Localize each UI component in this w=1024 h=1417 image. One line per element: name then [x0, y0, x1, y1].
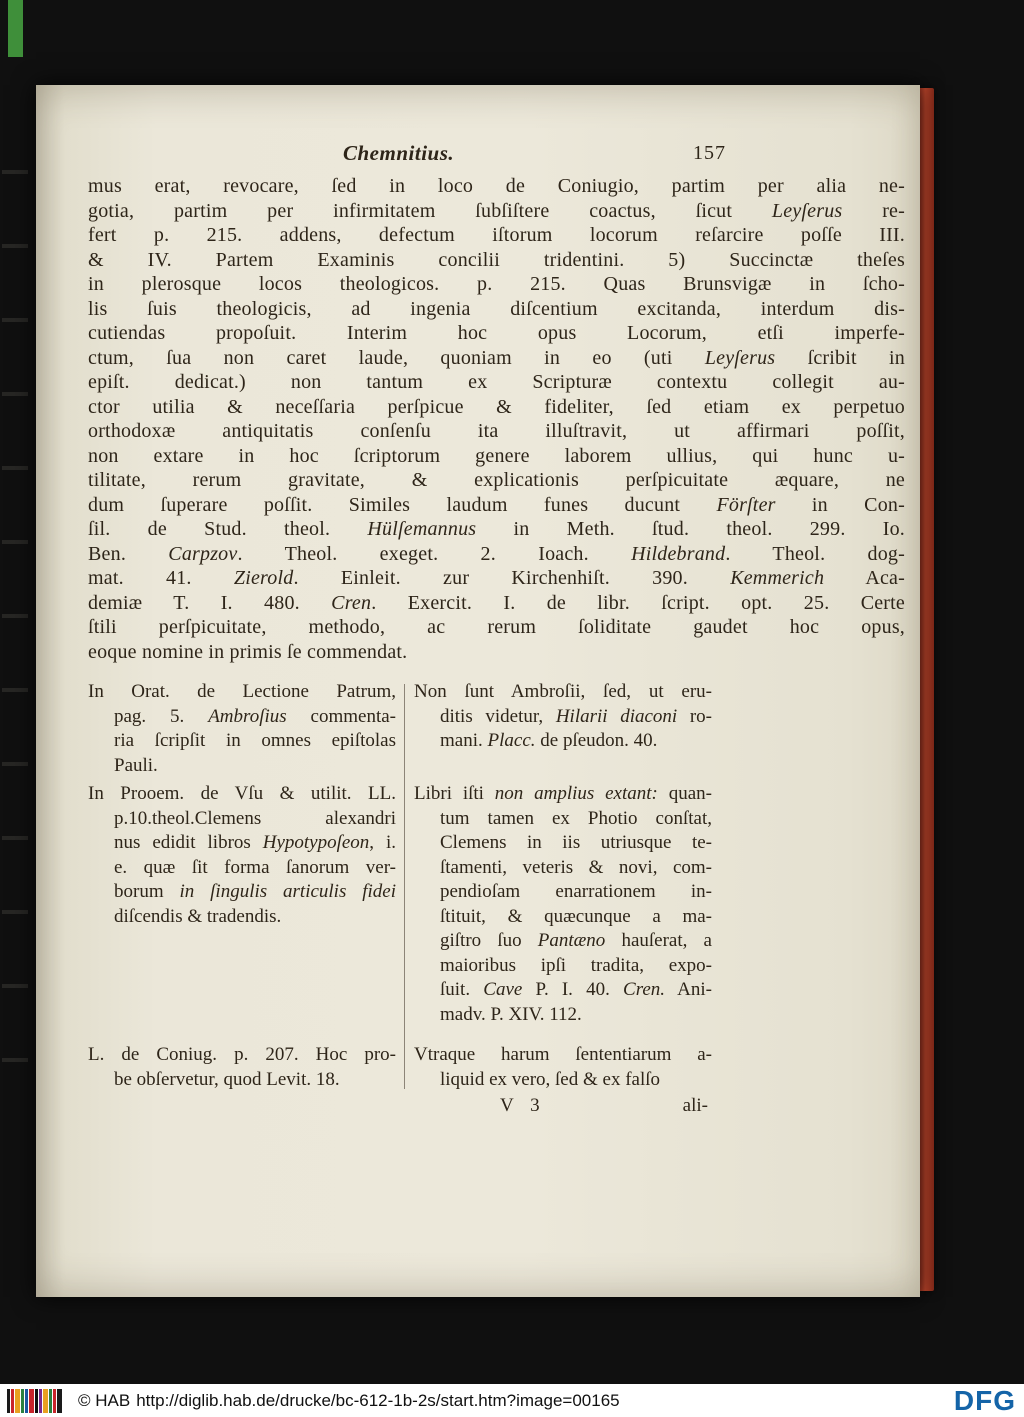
- color-calibration-strip: [8, 0, 23, 57]
- scan-edge-artifact: [2, 170, 28, 1120]
- text-line: pag. 5. Ambroſius commenta-: [114, 705, 396, 727]
- barcode-icon: [7, 1389, 62, 1413]
- barcode-bar: [35, 1389, 38, 1413]
- running-title: Chemnitius.: [343, 141, 455, 165]
- barcode-bar: [49, 1389, 52, 1413]
- dfg-logo: DFG: [953, 1384, 1016, 1416]
- text-line: mus erat, revocare, ſed in loco de Coniugio, partim per alia ne-: [88, 175, 905, 197]
- barcode-bar: [15, 1389, 20, 1413]
- text-line: Libri iſti non amplius extant: quan-: [414, 783, 712, 804]
- text-line: ſtili perſpicuitate, methodo, ac rerum ſoliditate gaudet hoc opus,: [88, 616, 905, 638]
- text-line: Clemens in iis utriusque te-: [440, 832, 712, 853]
- text-line: be obſervetur, quod Levit. 18.: [114, 1068, 340, 1090]
- source-url: http://diglib.hab.de/drucke/bc-612-1b-2s/start.htm?image=00165: [136, 1390, 620, 1410]
- text-line: dum ſuperare poſſit. Similes laudum funes ducunt Förſter in Con-: [88, 493, 905, 516]
- catchword: ali-: [682, 1095, 708, 1116]
- credit-line: [78, 1391, 620, 1411]
- text-line: L. de Coniug. p. 207. Hoc pro-: [88, 1044, 396, 1065]
- text-line: mani. Placc. de pſeudon. 40.: [440, 730, 658, 751]
- book-fore-edge: [918, 88, 934, 1291]
- barcode-bar: [29, 1389, 34, 1413]
- annotation-cell-left: [88, 1043, 396, 1092]
- text-line: fert p. 215. addens, defectum iſtorum locorum reſarcire poſſe III.: [88, 224, 905, 246]
- main-text-block: [88, 174, 905, 664]
- text-line: diſcendis & tradendis.: [114, 905, 282, 927]
- barcode-bar: [7, 1389, 10, 1413]
- annotation-cell-left: [88, 782, 396, 1027]
- annotation-cell-right: [414, 1043, 712, 1092]
- text-line: Non ſunt Ambroſii, ſed, ut eru-: [414, 681, 712, 702]
- text-line: gotia, partim per infirmitatem ſubſiſtere coactus, ſicut Leyſerus re-: [88, 199, 905, 222]
- text-line: tum tamen ex Photio conſtat,: [440, 807, 712, 829]
- annotation-row: [88, 680, 712, 778]
- text-line: ctor utilia & neceſſaria perſpicue & fideliter, ſed etiam ex perpetuo: [88, 395, 905, 418]
- text-line: Vtraque harum ſententiarum a-: [414, 1044, 712, 1065]
- barcode-bar: [11, 1389, 14, 1413]
- annotation-cell-right: [414, 782, 712, 1027]
- barcode-bar: [21, 1389, 24, 1413]
- text-line: In Orat. de Lectione Patrum,: [88, 681, 396, 702]
- annotation-section: [88, 680, 712, 1119]
- barcode-bar: [39, 1389, 42, 1413]
- annotation-cell-right: [414, 680, 712, 778]
- text-line: giſtro ſuo Pantæno hauſerat, a: [440, 930, 712, 951]
- text-line: ſtituit, & quæcunque a ma-: [440, 905, 712, 927]
- running-header: [88, 141, 905, 167]
- page-number: 157: [693, 142, 726, 164]
- text-line: demiæ T. I. 480. Cren. Exercit. I. de libr. ſcript. opt. 25. Certe: [88, 591, 906, 614]
- barcode-bar: [57, 1389, 62, 1413]
- text-line: cutiendas propoſuit. Interim hoc opus Locorum, etſi imperfe-: [88, 322, 905, 344]
- text-line: Ben. Carpzov. Theol. exeget. 2. Ioach. Hildebrand. Theol. dog-: [88, 542, 905, 565]
- copyright-label: © HAB: [78, 1390, 131, 1410]
- text-line: in plerosque locos theologicos. p. 215. Quas Brunsvigæ in ſcho-: [88, 273, 905, 295]
- text-line: e. quæ ſit forma ſanorum ver-: [114, 856, 396, 878]
- annotation-cell-left: [88, 680, 396, 778]
- text-line: maioribus ipſi tradita, expo-: [440, 954, 712, 976]
- text-line: epiſt. dedicat.) non tantum ex Scripturæ contextu collegit au-: [88, 371, 905, 393]
- text-line: ſuit. Cave P. I. 40. Cren. Ani-: [440, 979, 713, 1000]
- viewer-footer: [0, 1384, 1024, 1417]
- text-line: ctum, ſua non caret laude, quoniam in eo (uti Leyſerus ſcribit in: [88, 346, 905, 369]
- text-line: mat. 41. Zierold. Einleit. zur Kirchenhiſt. 390. Kemmerich Aca-: [88, 567, 905, 589]
- text-line: p.10.theol.Clemens alexandri: [114, 807, 396, 829]
- text-line: Pauli.: [114, 754, 158, 776]
- column-divider-rule: [404, 684, 405, 1089]
- text-line: tilitate, rerum gravitate, & explicationis perſpicuitate æquare, ne: [88, 469, 905, 491]
- text-line: & IV. Partem Examinis concilii tridentini. 5) Succinctæ theſes: [88, 248, 905, 271]
- text-line: In Prooem. de Vſu & utilit. LL.: [88, 783, 396, 804]
- text-line: madv. P. XIV. 112.: [440, 1003, 582, 1025]
- text-line: ſtamenti, veteris & novi, com-: [440, 856, 712, 878]
- text-line: eoque nomine in primis ſe commendat.: [88, 640, 408, 663]
- barcode-bar: [43, 1389, 48, 1413]
- text-line: borum in ſingulis articulis fidei: [114, 881, 396, 902]
- text-line: orthodoxæ antiquitatis conſenſu ita illuſtravit, ut affirmari poſſit,: [88, 420, 905, 442]
- text-line: liquid ex vero, ſed & ex falſo: [440, 1068, 661, 1090]
- annotation-row: [88, 782, 712, 1027]
- text-line: pendioſam enarrationem in-: [440, 881, 712, 902]
- gathering-signature: V 3: [500, 1095, 546, 1116]
- annotation-row: [88, 1043, 712, 1092]
- text-line: ditis videtur, Hilarii diaconi ro-: [440, 705, 712, 727]
- text-line: non extare in hoc ſcriptorum genere laborem ullius, qui hunc u-: [88, 444, 905, 467]
- text-line: ria ſcripſit in omnes epiſtolas: [114, 730, 396, 751]
- book-page: [36, 85, 920, 1297]
- page-content: [36, 85, 920, 1297]
- text-line: lis ſuis theologicis, ad ingenia diſcentium excitanda, interdum dis-: [88, 297, 905, 320]
- barcode-bar: [53, 1389, 56, 1413]
- text-line: nus edidit libros Hypotypoſeon, i.: [114, 832, 396, 853]
- barcode-bar: [25, 1389, 28, 1413]
- signature-line: [414, 1094, 712, 1119]
- text-line: ſil. de Stud. theol. Hülſemannus in Meth. ſtud. theol. 299. Io.: [88, 518, 905, 540]
